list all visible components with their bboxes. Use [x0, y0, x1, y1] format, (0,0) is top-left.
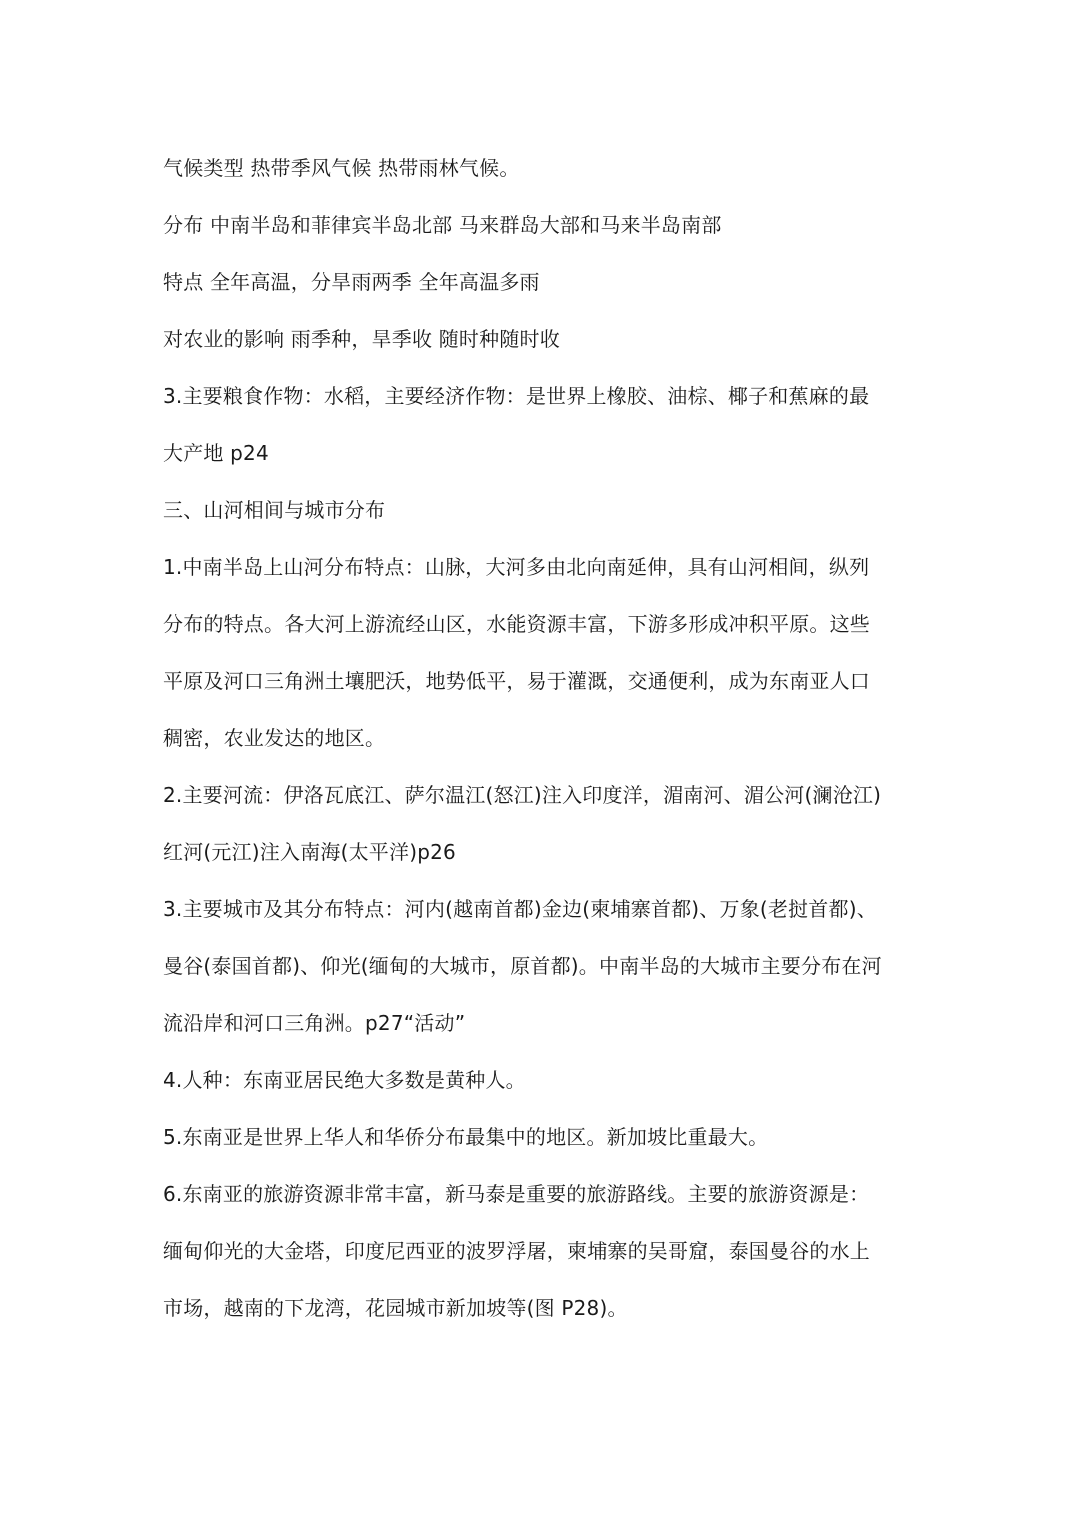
text-line: 气候类型 热带季风气候 热带雨林气候。	[163, 156, 520, 180]
text-line: 流沿岸和河口三角洲。p27“活动”	[163, 1011, 466, 1035]
text-line: 对农业的影响 雨季种，旱季收 随时种随时收	[163, 327, 560, 351]
text-line: 市场，越南的下龙湾，花园城市新加坡等(图 P28)。	[163, 1296, 628, 1320]
text-line: 特点 全年高温，分旱雨两季 全年高温多雨	[163, 270, 540, 294]
text-line: 2.主要河流：伊洛瓦底江、萨尔温江(怒江)注入印度洋，湄南河、湄公河(澜沧江)	[163, 783, 882, 807]
text-line: 分布 中南半岛和菲律宾半岛北部 马来群岛大部和马来半岛南部	[163, 213, 722, 237]
text-line: 红河(元江)注入南海(太平洋)p26	[163, 840, 456, 864]
text-line: 1.中南半岛上山河分布特点：山脉，大河多由北向南延伸，具有山河相间，纵列	[163, 555, 870, 579]
text-line: 3.主要粮食作物：水稻，主要经济作物：是世界上橡胶、油棕、椰子和蕉麻的最	[163, 384, 870, 408]
text-line: 6.东南亚的旅游资源非常丰富，新马泰是重要的旅游路线。主要的旅游资源是：	[163, 1182, 870, 1206]
section-heading: 三、山河相间与城市分布	[163, 498, 386, 522]
text-line: 曼谷(泰国首都)、仰光(缅甸的大城市，原首都)。中南半岛的大城市主要分布在河	[163, 954, 882, 978]
text-line: 3.主要城市及其分布特点：河内(越南首都)金边(柬埔寨首都)、万象(老挝首都)、	[163, 897, 877, 921]
text-line: 4.人种：东南亚居民绝大多数是黄种人。	[163, 1068, 526, 1092]
text-line: 缅甸仰光的大金塔，印度尼西亚的波罗浮屠，柬埔寨的吴哥窟，泰国曼谷的水上	[163, 1239, 870, 1263]
document-body	[163, 140, 923, 1337]
text-line: 大产地 p24	[163, 441, 269, 465]
text-line: 分布的特点。各大河上游流经山区，水能资源丰富，下游多形成冲积平原。这些	[163, 612, 870, 636]
text-line: 5.东南亚是世界上华人和华侨分布最集中的地区。新加坡比重最大。	[163, 1125, 769, 1149]
text-line: 平原及河口三角洲土壤肥沃，地势低平，易于灌溉，交通便利，成为东南亚人口	[163, 669, 870, 693]
text-line: 稠密，农业发达的地区。	[163, 726, 386, 750]
